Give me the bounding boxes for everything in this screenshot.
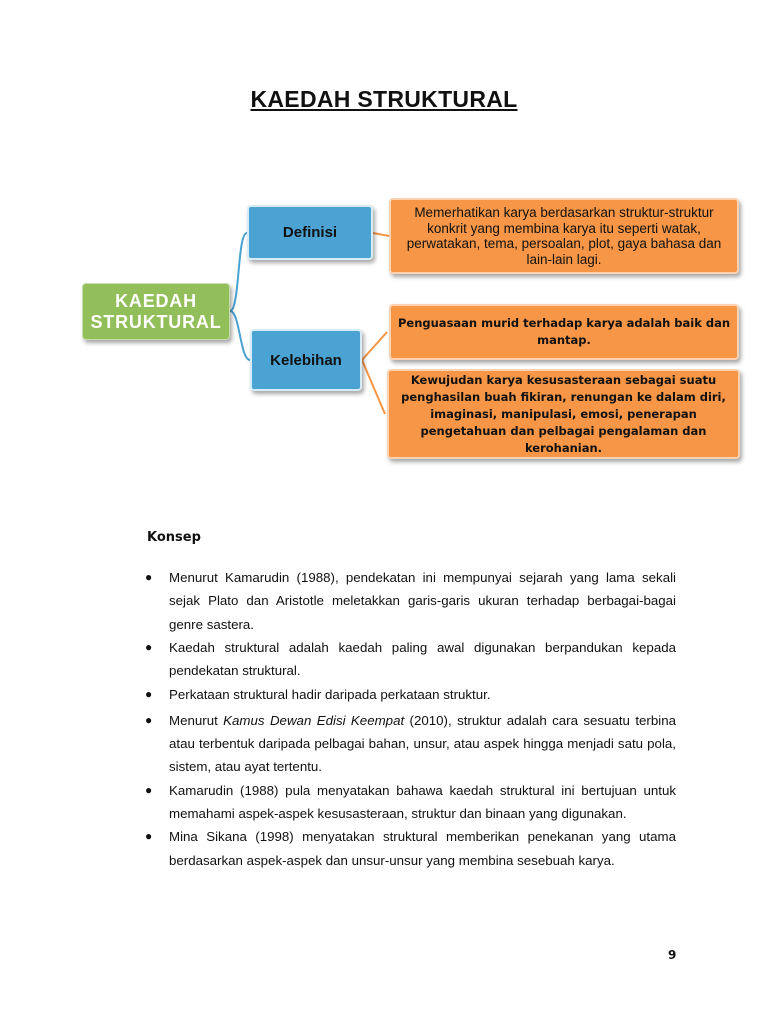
list-item-text: Menurut Kamarudin (1988), pendekatan ini mempunyai sejarah yang lama sekali sejak Plato dan Aristotle meletakkan garis-garis ukuran terhadap berbagai-bagai genre sastera.	[169, 570, 676, 632]
connector-kelebihan-leaf1	[362, 332, 387, 360]
list-item-text-after: (2010), struktur adalah cara sesuatu terbina atau terbentuk daripada pelbagai bahan, unsur, atau aspek hingga menjadi satu pola, sistem, atau ayat tertentu.	[169, 712, 676, 775]
list-item-text-italic: Kamus Dewan Edisi Keempat	[223, 712, 405, 728]
connector-definisi-leaf	[373, 233, 389, 236]
list-item	[145, 779, 676, 826]
bullet-icon: ●	[145, 570, 153, 584]
list-item-text: Kamarudin (1988) pula menyatakan bahawa kaedah struktural ini bertujuan untuk memahami aspek-aspek kesusasteraan, struktur dan binaan yang digunakan.	[169, 782, 676, 821]
diagram-root-node: KAEDAH STRUKTURAL	[82, 283, 230, 340]
diagram-leaf-kelebihan-2: Kewujudan karya kesusasteraan sebagai suatu penghasilan buah fikiran, renungan ke dalam diri, imaginasi, manipulasi, emosi, penerapan pengetahuan dan pelbagai pengalaman dan kerohanian.	[387, 369, 740, 459]
list-item	[145, 636, 676, 683]
list-item	[145, 683, 676, 706]
page-title: KAEDAH STRUKTURAL	[250, 86, 518, 112]
bullet-icon: ●	[145, 782, 153, 797]
page-number: 9	[668, 948, 677, 962]
list-item-text-before: Menurut	[169, 712, 224, 728]
bullet-icon: ●	[145, 829, 153, 844]
concept-diagram	[0, 0, 768, 480]
connector-root-definisi	[230, 233, 247, 311]
list-item	[145, 709, 676, 779]
bullet-icon: ●	[145, 639, 153, 654]
bullet-icon: ●	[145, 712, 153, 727]
section-heading-konsep: Konsep	[147, 530, 201, 545]
diagram-node-definisi: Definisi	[247, 205, 373, 260]
diagram-leaf-kelebihan-1: Penguasaan murid terhadap karya adalah baik dan mantap.	[389, 304, 739, 360]
connector-root-kelebihan	[230, 311, 250, 360]
bullet-icon: ●	[145, 687, 153, 702]
connector-kelebihan-leaf2	[362, 360, 385, 414]
list-item-text: Perkataan struktural hadir daripada perkataan struktur.	[169, 687, 491, 703]
diagram-leaf-definisi: Memerhatikan karya berdasarkan struktur-struktur konkrit yang membina karya itu seperti watak, perwatakan, tema, persoalan, plot, gaya bahasa dan lain-lain lagi.	[389, 198, 739, 274]
diagram-node-kelebihan: Kelebihan	[250, 329, 362, 391]
list-item-text: Kaedah struktural adalah kaedah paling awal digunakan berpandukan kepada pendekatan struktural.	[169, 639, 676, 679]
list-item	[145, 825, 676, 872]
list-item	[145, 566, 676, 636]
list-item-text: Mina Sikana (1998) menyatakan struktural memberikan penekanan yang utama berdasarkan aspek-aspek dan unsur-unsur yang membina sesebuah karya.	[169, 829, 676, 868]
konsep-bullet-list	[145, 566, 676, 872]
